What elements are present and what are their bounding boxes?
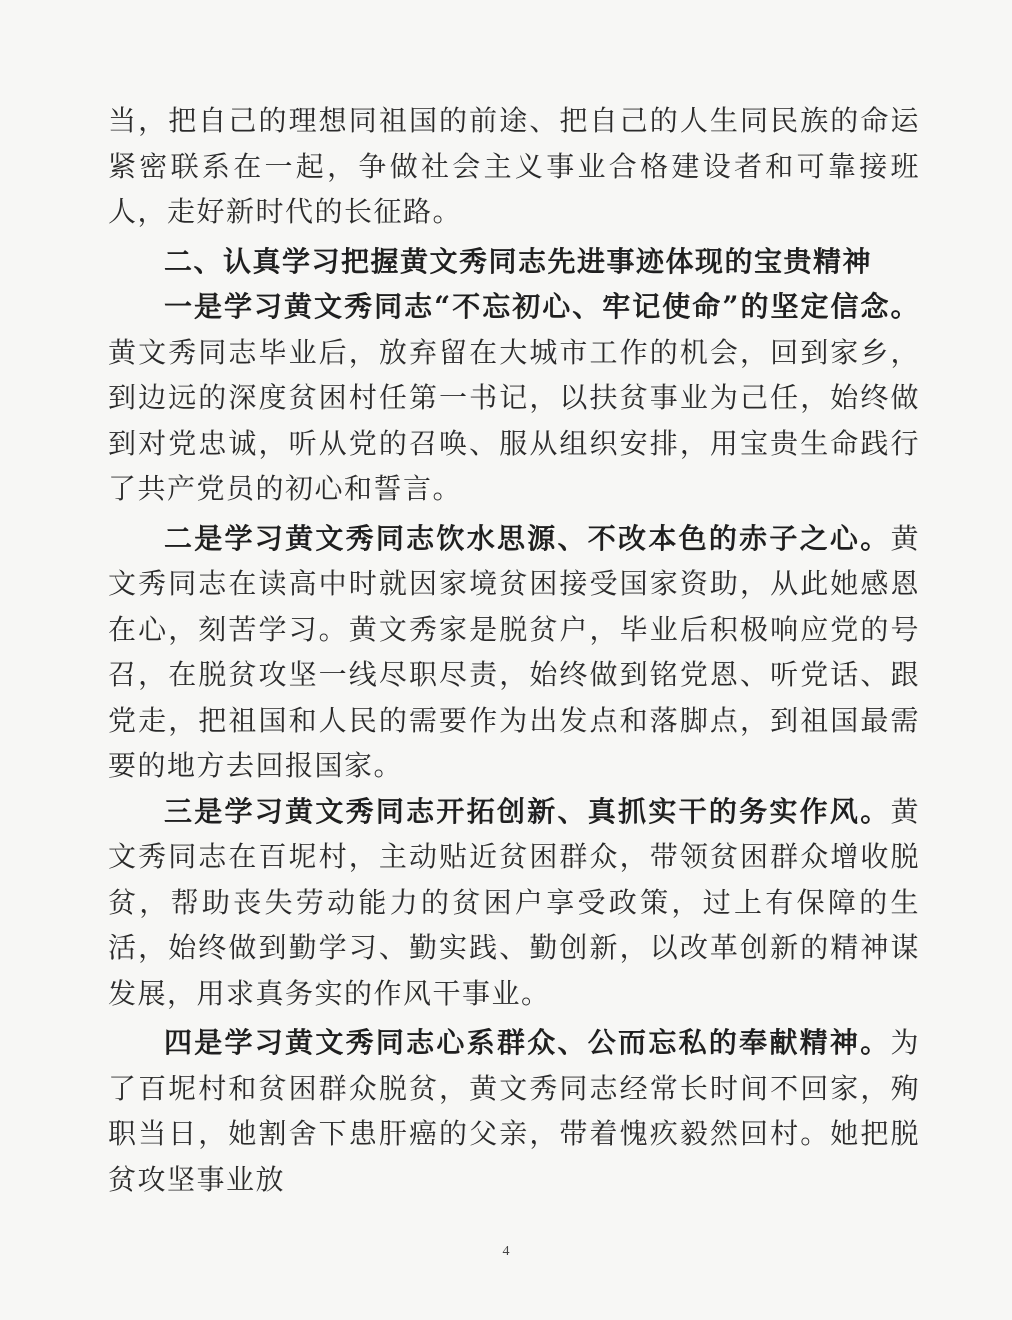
paragraph-continued bbox=[108, 98, 920, 235]
paragraph-text: 黄文秀同志毕业后，放弃留在大城市工作的机会，回到家乡，到边远的深度贫困村任第一书记，以扶贫事业为己任，始终做到对党忠诚，听从党的召唤、服从组织安排，用宝贵生命践行了共产党员的初心和誓言。 bbox=[108, 335, 920, 505]
paragraph-text: 黄文秀同志在读高中时就因家境贫困接受国家资助，从此她感恩在心，刻苦学习。黄文秀家是脱贫户，毕业后积极响应党的号召，在脱贫攻坚一线尽职尽责，始终做到铭党恩、听党话、跟党走，把祖国和人民的需要作为出发点和落脚点，到祖国最需要的地方去回报国家。 bbox=[108, 521, 920, 782]
paragraph-item-1 bbox=[108, 284, 920, 512]
paragraph-lead: 三是学习黄文秀同志开拓创新、真抓实干的务实作风。 bbox=[164, 794, 891, 828]
paragraph-text: 为了百坭村和贫困群众脱贫，黄文秀同志经常长时间不回家，殉职当日，她割舍下患肝癌的父亲，带着愧疚毅然回村。她把脱贫攻坚事业放 bbox=[108, 1026, 920, 1196]
paragraph-item-2 bbox=[108, 516, 920, 789]
paragraph-item-3 bbox=[108, 789, 920, 1017]
paragraph-lead: 一是学习黄文秀同志“不忘初心、牢记使命”的坚定信念。 bbox=[164, 290, 920, 323]
paragraph-item-4 bbox=[108, 1020, 920, 1202]
paragraph-lead: 二是学习黄文秀同志饮水思源、不改本色的赤子之心。 bbox=[164, 521, 891, 555]
paragraph-text: 黄文秀同志在百坭村，主动贴近贫困群众，带领贫困群众增收脱贫，帮助丧失劳动能力的贫困户享受政策，过上有保障的生活，始终做到勤学习、勤实践、勤创新，以改革创新的精神谋发展，用求真务实的作风干事业。 bbox=[108, 794, 920, 1010]
document-body bbox=[108, 98, 920, 1202]
page-number: 4 bbox=[502, 1244, 510, 1259]
section-heading: 二、认真学习把握黄文秀同志先进事迹体现的宝贵精神 bbox=[164, 244, 873, 278]
paragraph-text: 当，把自己的理想同祖国的前途、把自己的人生同民族的命运紧密联系在一起，争做社会主义事业合格建设者和可靠接班人，走好新时代的长征路。 bbox=[108, 104, 920, 228]
paragraph-lead: 四是学习黄文秀同志心系群众、公而忘私的奉献精神。 bbox=[164, 1026, 891, 1059]
